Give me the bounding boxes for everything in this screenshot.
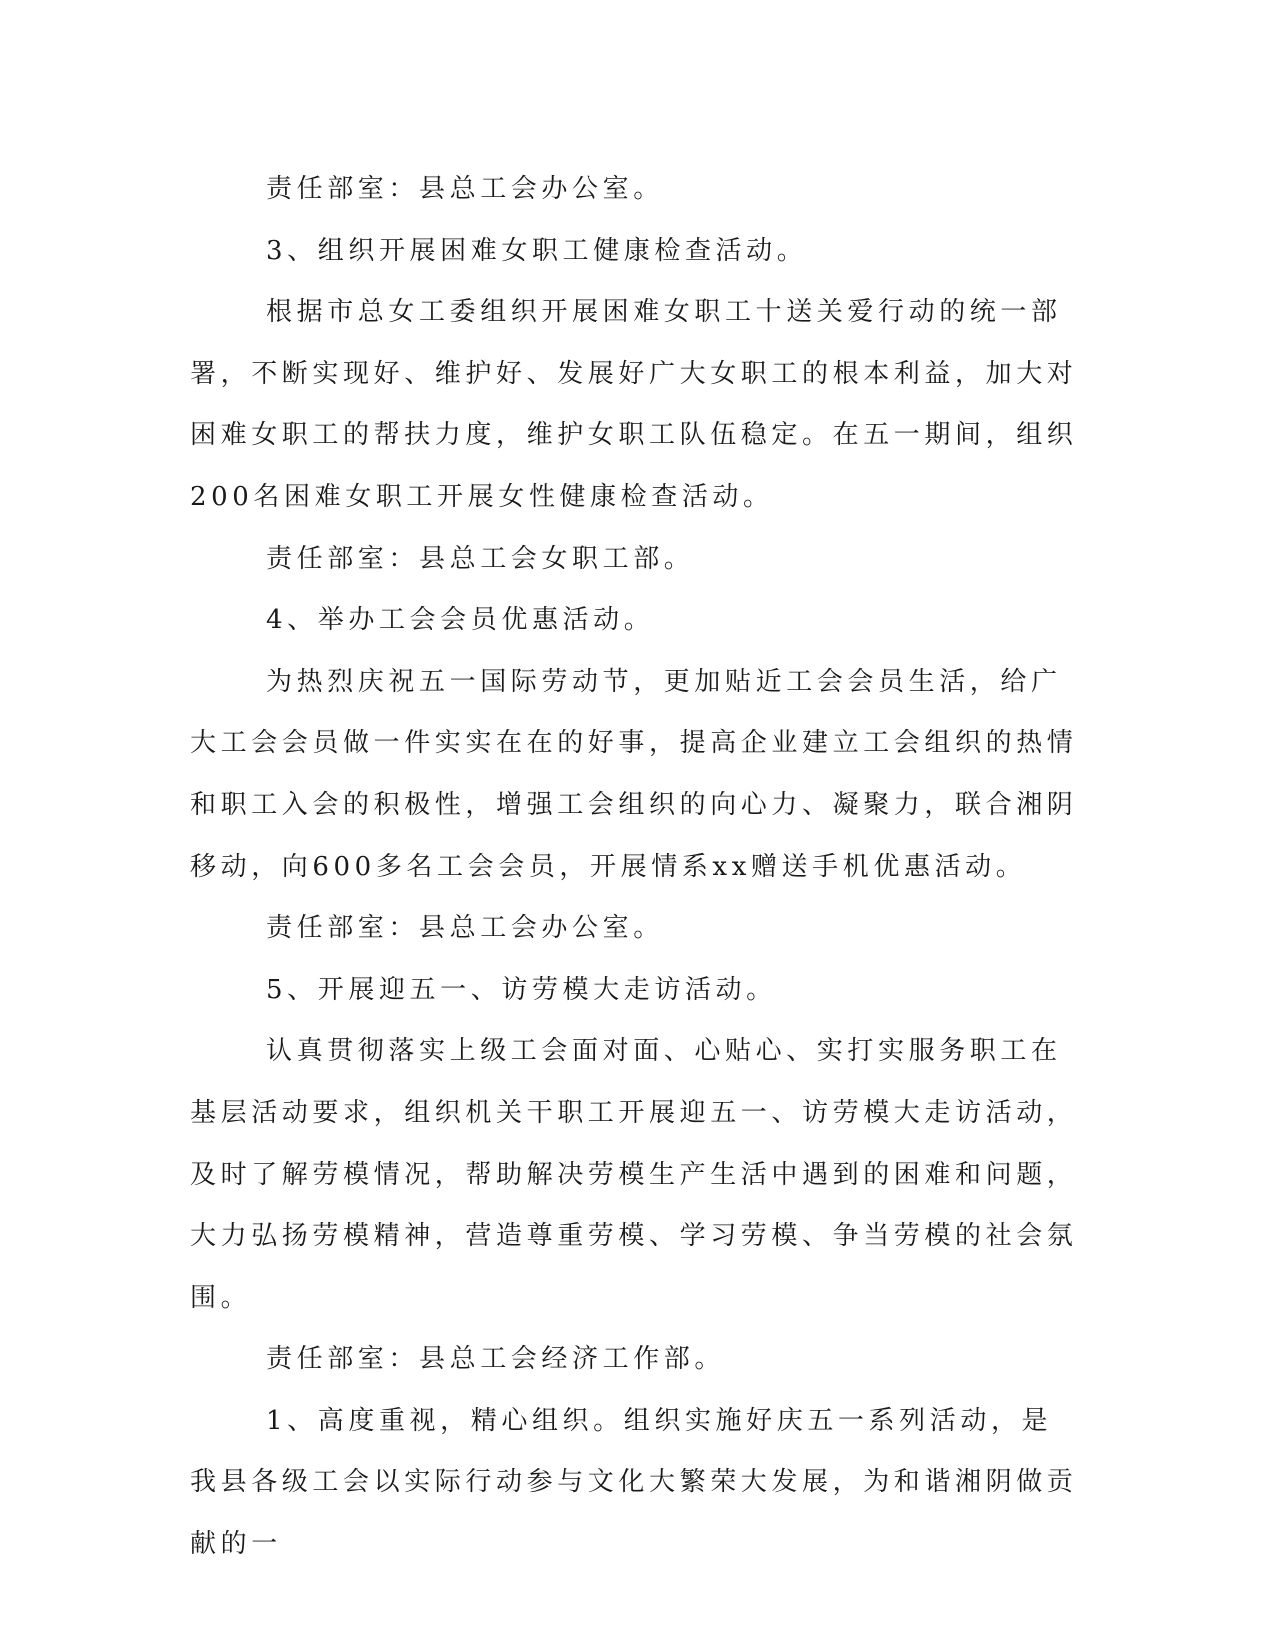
document-body — [190, 159, 1080, 1576]
heading-item-4: 4、举办工会会员优惠活动。 — [266, 605, 655, 636]
paragraph-responsible-office-3: 责任部室：县总工会办公室。 — [266, 913, 664, 944]
paragraph-item-5-body: 认真贯彻落实上级工会面对面、心贴心、实打实服务职工在基层活动要求，组织机关干职工开展迎五一、访劳模大走访活动，及时了解劳模情况，帮助解决劳模生产生活中遇到的困难和问题，大力弘扬劳模精神，营造尊重劳模、学习劳模、争当劳模的社会氛围。 — [190, 1036, 1078, 1313]
paragraph-requirement-1: 1、高度重视，精心组织。组织实施好庆五一系列活动，是我县各级工会以实际行动参与文化大繁荣大发展，为和谐湘阴做贡献的一 — [190, 1405, 1078, 1560]
paragraph-responsible-office-2: 责任部室：县总工会女职工部。 — [266, 543, 695, 574]
paragraph-item-4-body: 为热烈庆祝五一国际劳动节，更加贴近工会会员生活，给广大工会会员做一件实实在在的好事，提高企业建立工会组织的热情和职工入会的积极性，增强工会组织的向心力、凝聚力，联合湘阴移动，向600多名工会会员，开展情系xx赠送手机优惠活动。 — [190, 666, 1078, 882]
heading-item-3: 3、组织开展困难女职工健康检查活动。 — [266, 235, 808, 266]
paragraph-responsible-office-4: 责任部室：县总工会经济工作部。 — [266, 1344, 726, 1375]
paragraph-responsible-office-1: 责任部室：县总工会办公室。 — [266, 174, 664, 204]
paragraph-item-3-body: 根据市总女工委组织开展困难女职工十送关爱行动的统一部署，不断实现好、维护好、发展好广大女职工的根本利益，加大对困难女职工的帮扶力度，维护女职工队伍稳定。在五一期间，组织200名困难女职工开展女性健康检查活动。 — [190, 297, 1078, 512]
heading-item-5: 5、开展迎五一、访劳模大走访活动。 — [266, 974, 777, 1005]
